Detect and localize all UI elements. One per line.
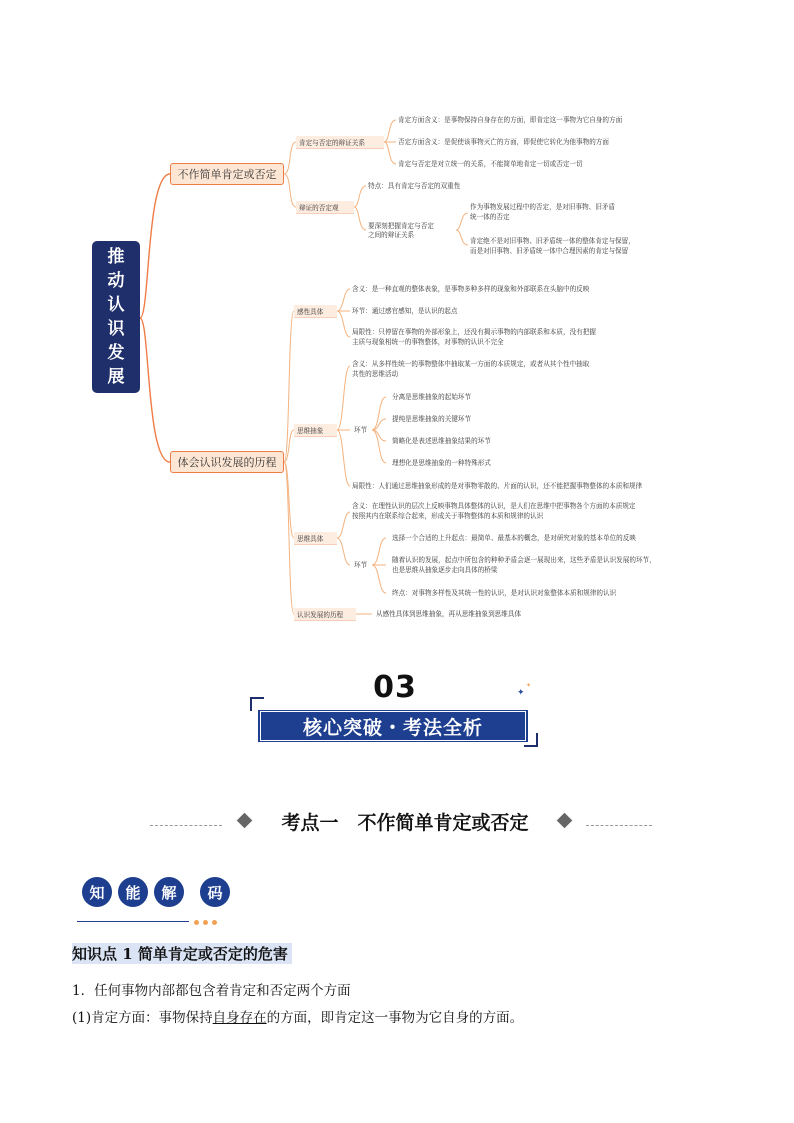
root-char: 动 xyxy=(107,271,125,291)
mm-sub1-item: 肯定方面含义：是事物保持自身存在的方面，即肯定这一事物为它自身的方面 xyxy=(398,116,623,124)
mm-concrete-meaning: 含义：在理性认识的层次上反映事物具体整体的认识，是人们在思维中把事物各个方面的本质规定 xyxy=(352,502,636,510)
text-segment: (1)肯定方面：事物保持 xyxy=(72,1010,213,1026)
badge-char: 码 xyxy=(200,877,230,907)
mm-abstract-limit: 局限性：人们通过思维抽象形成的是对事物零散的、片面的认识，还不能把握事物整体的本质和规律 xyxy=(352,482,643,490)
mm-sub2-grasp-item: 肯定绝不是对旧事物、旧矛盾统一体的整体肯定与保留， xyxy=(470,237,635,245)
mm-sub1-item: 否定方面含义：是促使该事物灭亡的方面，即促使它转化为他事物的方面 xyxy=(398,138,609,146)
dot-icon xyxy=(212,920,217,925)
section-banner-title: 核心突破・考法全析 xyxy=(260,711,526,741)
body-paragraph: 1．任何事物内部都包含着肯定和否定两个方面 xyxy=(72,983,351,999)
mind-map-root xyxy=(92,241,140,393)
knowledge-point-title-text: 知识点 1 简单肯定或否定的危害 xyxy=(72,943,292,964)
root-char: 展 xyxy=(107,367,125,387)
mm-sub2-grasp: 要深刻把握肯定与否定 xyxy=(368,222,434,230)
mm-abstract-link: 分离是思维抽象的起始环节 xyxy=(392,393,472,401)
root-char: 识 xyxy=(107,319,125,339)
mm-concrete-link-label: 环节 xyxy=(354,561,368,569)
mm-abstract-link: 理想化是思维抽象的一种特殊形式 xyxy=(392,459,491,467)
diamond-icon xyxy=(237,813,253,829)
sparkle-icon: ✦ xyxy=(526,682,532,689)
mm-sub1-label: 肯定与否定的辩证关系 xyxy=(299,139,365,147)
dot-icon xyxy=(194,920,199,925)
mm-abstract-link: 提纯是思维抽象的关键环节 xyxy=(392,415,472,423)
section-banner xyxy=(256,708,530,744)
mind-map-branch-1 xyxy=(170,163,284,185)
root-char: 认 xyxy=(107,295,125,315)
mm-sub2-label: 辩证的否定观 xyxy=(299,204,339,212)
root-char: 推 xyxy=(107,247,125,267)
badge-char: 能 xyxy=(118,877,148,907)
badge-underline xyxy=(77,921,189,922)
divider-line xyxy=(586,825,652,826)
badge-char: 解 xyxy=(154,877,184,907)
diamond-icon xyxy=(557,813,573,829)
mm-concrete-meaning: 按照其内在联系综合起来，形成关于事物整体的本质和规律的认识 xyxy=(352,512,544,520)
mm-perceptual-item: 含义：是一种直观的整体表象，是事物多种多样的现象和外部联系在头脑中的反映 xyxy=(352,285,590,293)
mm-process-text: 从感性具体到思维抽象，再从思维抽象到思维具体 xyxy=(376,610,522,618)
branch-2-label: 体会认识发展的历程 xyxy=(177,456,277,469)
mm-concrete-link: 也是思维从抽象逐步走向具体的桥梁 xyxy=(392,566,498,574)
mm-sub2-grasp-item: 作为事物发展过程中的否定，是对旧事物、旧矛盾 xyxy=(470,203,616,211)
mind-map-branch-2 xyxy=(170,451,284,473)
mm-abstract-link-label: 环节 xyxy=(354,426,368,434)
mm-perceptual-item: 局限性：只停留在事物的外部形象上，还没有揭示事物的内部联系和本质，没有把握 xyxy=(352,328,596,336)
mm-sub2-grasp-item: 统一体的否定 xyxy=(470,213,510,221)
kaodian-title: 考点一 不作简单肯定或否定 xyxy=(281,812,529,834)
mm-abstract-meaning: 共性的思维活动 xyxy=(352,370,399,378)
dot-icon xyxy=(203,920,208,925)
knowledge-point-title xyxy=(72,942,292,964)
branch-1-label: 不作简单肯定或否定 xyxy=(177,168,277,181)
sparkle-icon: ✦ xyxy=(517,688,525,698)
root-char: 发 xyxy=(107,343,125,363)
mm-concrete-link: 随着认识的发展，起点中所包含的种种矛盾会逐一展现出来，这些矛盾是认识发展的环节， xyxy=(392,556,656,564)
body-paragraph xyxy=(72,1006,523,1026)
mm-sub2-grasp: 之间的辩证关系 xyxy=(368,231,415,239)
mm-concrete-link: 选择一个合适的上升起点：最简单、最基本的概念，是对研究对象的基本单位的反映 xyxy=(392,534,636,542)
underlined-term: 自身存在 xyxy=(212,1010,267,1026)
mm-concrete-link: 终点：对事物多样性及其统一性的认识，是对认识对象整体本质和规律的认识 xyxy=(392,589,617,597)
mm-abstract-label: 思维抽象 xyxy=(297,427,324,435)
mm-sub1-item: 肯定与否定是对立统一的关系，不能简单地肯定一切或否定一切 xyxy=(398,160,583,168)
mm-sub2-feature: 特点：具有肯定与否定的双重性 xyxy=(368,182,461,190)
mm-perceptual-item: 环节：通过感官感知，是认识的起点 xyxy=(352,307,458,315)
divider-line xyxy=(150,825,222,826)
mm-abstract-link: 简略化是表述思维抽象结果的环节 xyxy=(392,437,491,445)
mm-abstract-meaning: 含义：从多样性统一的事物整体中抽取某一方面的本质规定，或者从其个性中抽取 xyxy=(352,360,590,368)
badge-char: 知 xyxy=(82,877,112,907)
mm-process-label: 认识发展的历程 xyxy=(297,611,344,619)
mm-sub2-grasp-item: 而是对旧事物、旧矛盾统一体中合理因素的肯定与保留 xyxy=(470,247,629,255)
mm-perceptual-item: 主质与现象相统一的事物整体，对事物的认识不完全 xyxy=(352,338,504,346)
section-number: 03 xyxy=(373,670,417,705)
mm-perceptual-label: 感性具体 xyxy=(297,308,324,316)
text-segment: 的方面，即肯定这一事物为它自身的方面。 xyxy=(266,1010,524,1026)
mm-concrete-label: 思维具体 xyxy=(297,535,324,543)
